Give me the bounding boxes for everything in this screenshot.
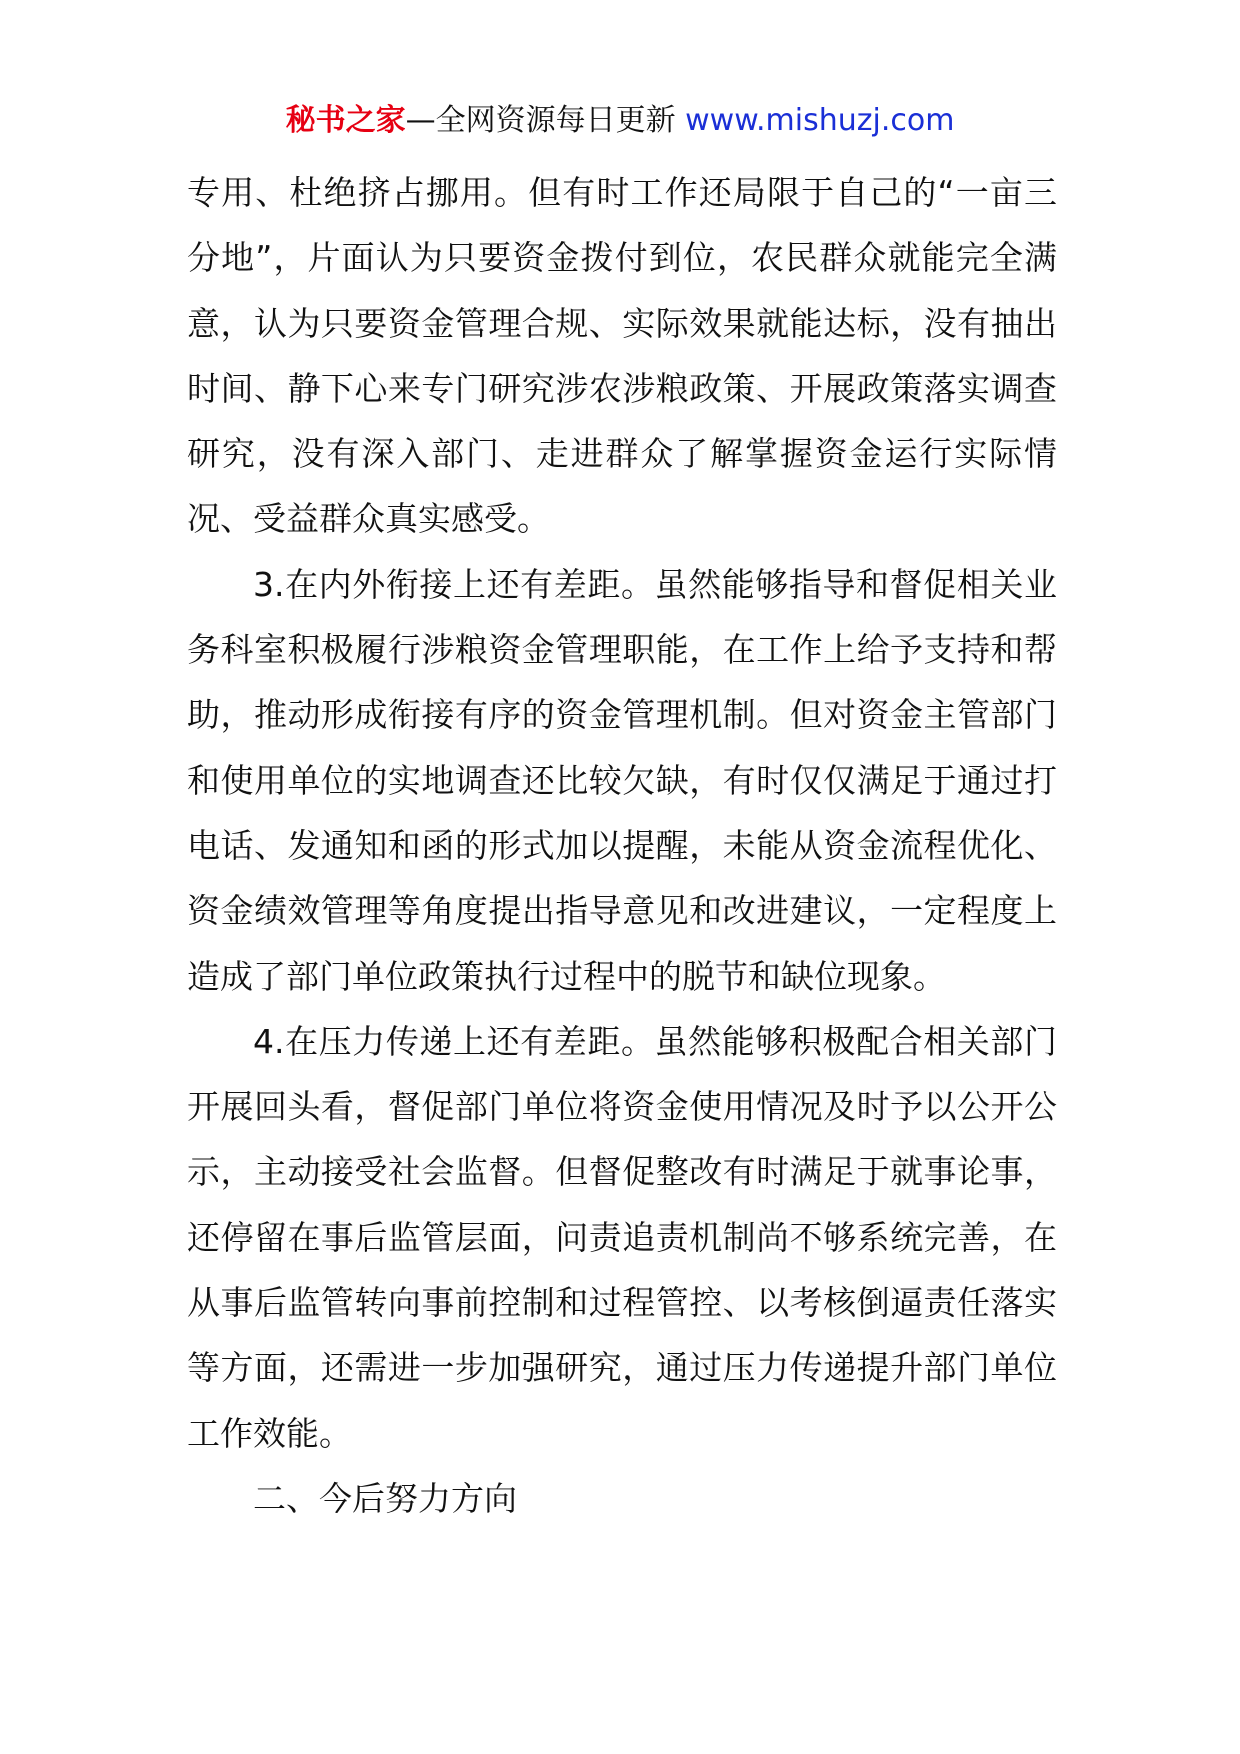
paragraph-item-3: 3.在内外衔接上还有差距。虽然能够指导和督促相关业务科室积极履行涉粮资金管理职能，在工作上给予支持和帮助，推动形成衔接有序的资金管理机制。但对资金主管部门和使用单位的实地调查还比较欠缺，有时仅仅满足于通过打电话、发通知和函的形式加以提醒，未能从资金流程优化、资金绩效管理等角度提出指导意见和改进建议，一定程度上造成了部门单位政策执行过程中的脱节和缺位现象。 bbox=[187, 564, 1057, 996]
paragraph-continuation: 专用、杜绝挤占挪用。但有时工作还局限于自己的“一亩三分地”，片面认为只要资金拨付到位，农民群众就能完全满意，认为只要资金管理合规、实际效果就能达标，没有抽出时间、静下心来专门研究涉农涉粮政策、开展政策落实调查研究，没有深入部门、走进群众了解掌握资金运行实际情况、受益群众真实感受。 bbox=[187, 173, 1057, 539]
site-slogan: —全网资源每日更新 bbox=[405, 103, 686, 138]
paragraph-item-4: 4.在压力传递上还有差距。虽然能够积极配合相关部门开展回头看，督促部门单位将资金使用情况及时予以公开公示，主动接受社会监督。但督促整改有时满足于就事论事，还停留在事后监管层面，问责追责机制尚不够系统完善，在从事后监管转向事前控制和过程管控、以考核倒逼责任落实等方面，还需进一步加强研究，通过压力传递提升部门单位工作效能。 bbox=[187, 1021, 1057, 1453]
site-banner bbox=[0, 100, 1240, 142]
site-brand-name: 秘书之家 bbox=[285, 103, 406, 138]
site-url-link[interactable]: www.mishuzj.com bbox=[685, 103, 955, 138]
document-body bbox=[187, 160, 1057, 1531]
section-heading-2: 二、今后努力方向 bbox=[253, 1478, 517, 1518]
